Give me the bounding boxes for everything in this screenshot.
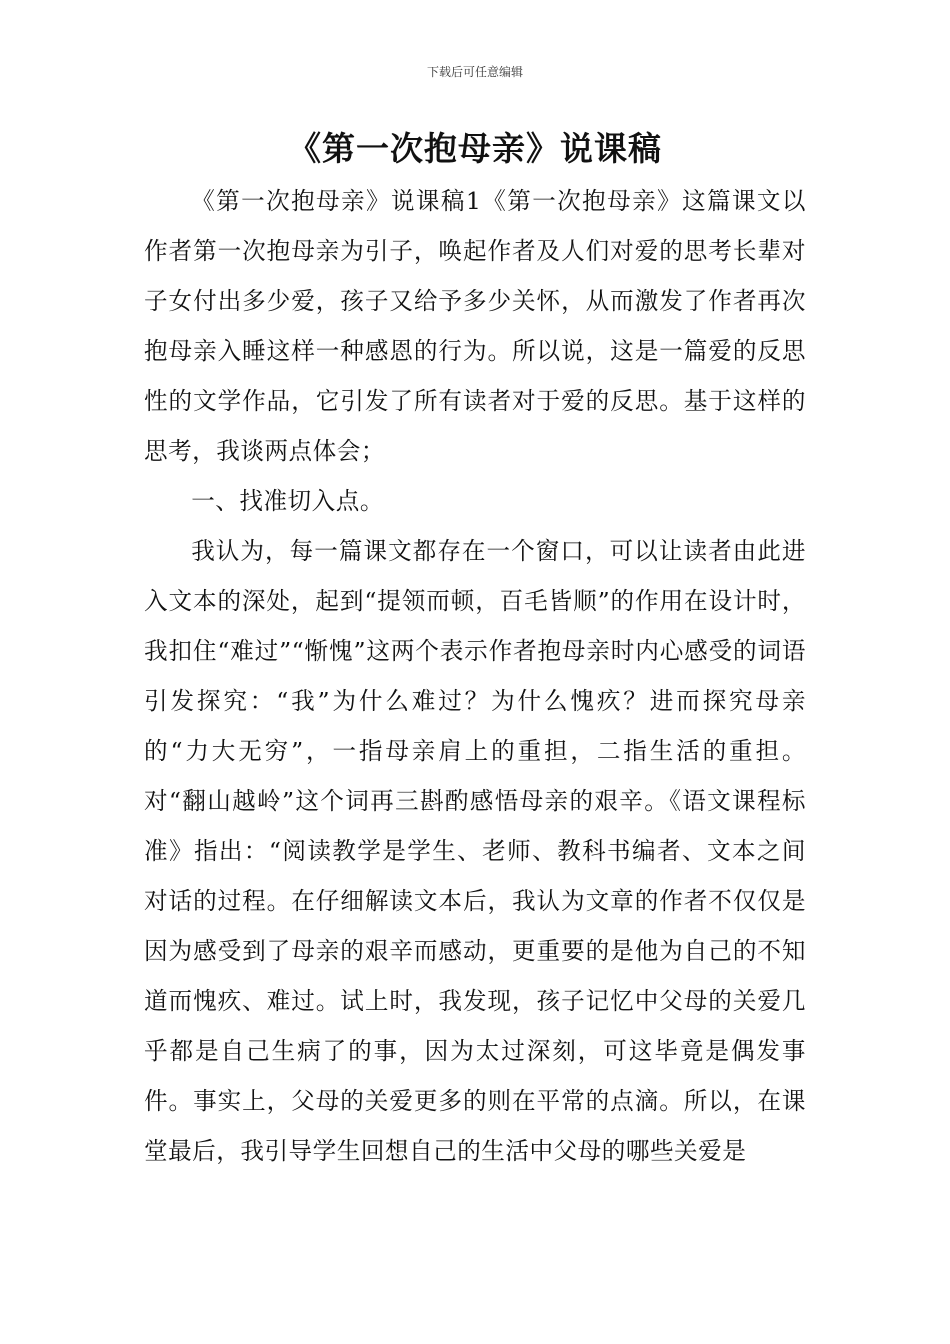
paragraph-intro: 《第一次抱母亲》说课稿1《第一次抱母亲》这篇课文以作者第一次抱母亲为引子，唤起作者及人们对爱的思考长辈对子女付出多少爱，孩子又给予多少关怀，从而激发了作者再次抱母亲入睡这样一种感恩的行为。所以说，这是一篇爱的反思性的文学作品，它引发了所有读者对于爱的反思。基于这样的思考，我谈两点体会； [144,187,806,465]
page-header: 下载后可任意编辑 [426,65,523,79]
document-title: 《第一次抱母亲》说课稿 [288,129,662,168]
paragraph-section-heading: 一、找准切入点。 [191,487,384,515]
paragraph-section-body: 我认为，每一篇课文都存在一个窗口，可以让读者由此进入文本的深处，起到“提领而顿，百毛皆顺”的作用在设计时，我扣住“难过”“惭愧”这两个表示作者抱母亲时内心感受的词语引发探究：“我”为什么难过？为什么愧疚？进而探究母亲的“力大无穷”，一指母亲肩上的重担，二指生活的重担。对“翻山越岭”这个词再三斟酌感悟母亲的艰辛。《语文课程标准》指出：“阅读教学是学生、老师、教科书编者、文本之间对话的过程。在仔细解读文本后，我认为文章的作者不仅仅是因为感受到了母亲的艰辛而感动，更重要的是他为自己的不知道而愧疚、难过。试上时，我发现，孩子记忆中父母的关爱几乎都是自己生病了的事，因为太过深刻，可这毕竟是偶发事件。事实上，父母的关爱更多的则在平常的点滴。所以，在课堂最后，我引导学生回想自己的生活中父母的哪些关爱是 [144,537,806,1165]
document-body [144,176,806,1176]
